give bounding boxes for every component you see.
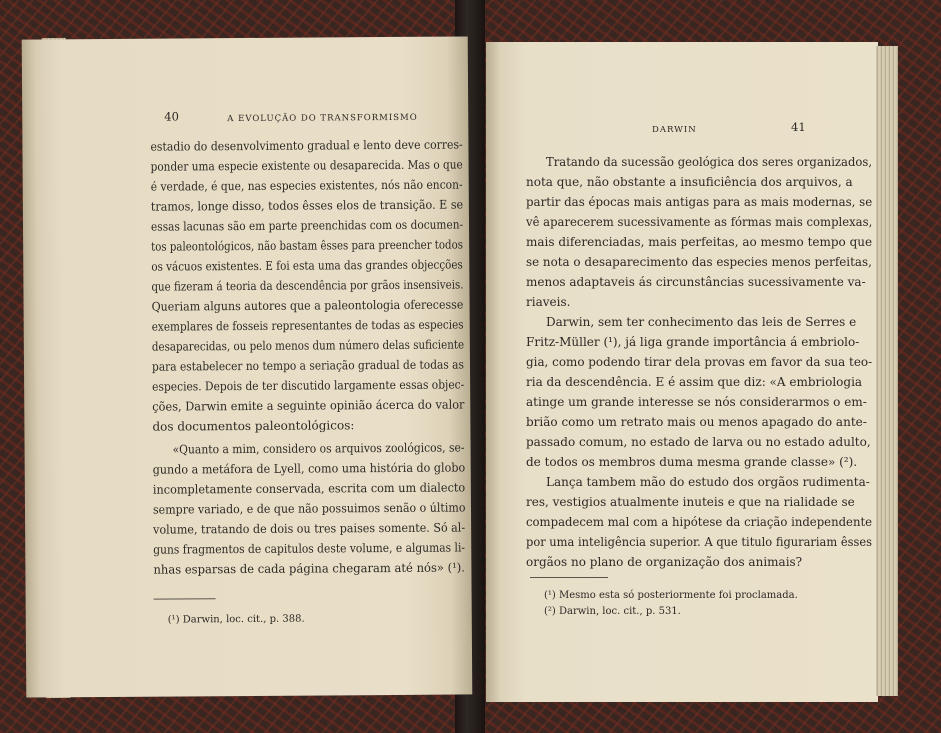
text-line: estadio do desenvolvimento gradual e lento deve corres- (150, 137, 463, 154)
text-line: exemplares de fosseis representantes de todas as especies (151, 317, 464, 334)
text-line: mais diferenciadas, mais perfeitas, ao mesmo tempo que (526, 235, 873, 249)
text-line: tos paleontológicos, não bastam êsses para preencher todos (151, 237, 463, 254)
text-line: que fizeram á teoria da descendência por grãos insensiveis. (151, 277, 464, 294)
footnote: (¹) Mesmo esta só posteriormente foi proclamada. (544, 590, 798, 601)
text-line: de todos os membros duma mesma grande classe» (²). (526, 455, 858, 469)
footnote: (²) Darwin, loc. cit., p. 531. (544, 606, 681, 617)
text-line: especies. Depois de ter discutido largamente essas objec- (152, 377, 465, 394)
text-line: para estabelecer no tempo a seriação gradual de todas as (151, 357, 464, 374)
text-line: nhas esparsas de cada página chegaram até nós» (¹). (153, 560, 465, 577)
right-page-edges (876, 46, 898, 696)
left-page (22, 36, 473, 697)
footnote-rule (154, 598, 216, 599)
footnote: (¹) Darwin, loc. cit., p. 388. (167, 613, 305, 626)
text-line: desaparecidas, ou pelo menos dum número delas suficiente (151, 337, 465, 354)
text-line: volume, tratando de dois ou tres paises somente. Só al- (153, 520, 466, 537)
text-line: tramos, longe disso, todos êsses elos de transição. E se (150, 197, 464, 214)
text-line: ria da descendência. E é assim que diz: «A embriologia (526, 375, 863, 389)
text-line: ponder uma especie existente ou desaparecida. Mas o que (150, 157, 463, 174)
text-line: ções, Darwin emite a seguinte opinião ácerca do valor (152, 397, 465, 414)
text-line: «Quanto a mim, considero os arquivos zoológicos, se- (172, 440, 465, 457)
text-line: compadecem mal com a hipótese da criação independente (526, 515, 873, 529)
text-line: Queriam alguns autores que a paleontologia oferecesse (151, 297, 464, 314)
text-line: res, vestigios atualmente inuteis e que na rialidade se (526, 495, 855, 509)
text-line: riaveis. (526, 295, 571, 309)
text-line: é verdade, é que, nas especies existentes, nós não encon- (150, 177, 463, 194)
page-number-left: 40 (164, 109, 179, 124)
page-number-right: 41 (791, 120, 806, 134)
text-line: passado comum, no estado de larva ou no estado adulto, (526, 435, 871, 449)
text-line: brião como um retrato mais ou menos apagado do ante- (526, 415, 867, 429)
text-line: dos documentos paleontológicos: (152, 418, 355, 434)
text-line: partir das épocas mais antigas para as mais modernas, se (526, 195, 873, 209)
text-line: vê aparecerem sucessivamente as fórmas mais complexas, (526, 215, 873, 229)
text-line: os vácuos existentes. E foi esta uma das grandes objecções (151, 257, 463, 274)
text-line: menos adaptaveis ás circunstâncias sucessivamente va- (526, 275, 866, 289)
text-line: gundo a metáfora de Lyell, como uma história do globo (152, 460, 466, 477)
text-line: Lança tambem mão do estudo dos orgãos rudimenta- (546, 475, 870, 489)
text-line: Fritz-Müller (¹), já liga grande importância á embriolo- (526, 335, 860, 349)
text-line: Tratando da sucessão geológica dos seres organizados, (546, 155, 873, 169)
running-head-right: DARWIN (652, 125, 697, 135)
footnote-rule (530, 577, 608, 578)
text-line: sempre variado, e de que não possuimos senão o último (152, 500, 466, 517)
text-line: gia, como podendo tirar dela provas em favor da sua teo- (526, 355, 873, 369)
text-line: incompletamente conservada, escrita com um dialecto (152, 480, 466, 497)
text-line: por uma inteligência superior. A que titulo figurariam êsses (526, 535, 872, 549)
text-line: se nota o desaparecimento das especies menos perfeitas, (526, 255, 872, 269)
text-line: guns fragmentos de capitulos deste volume, e algumas li- (153, 540, 466, 557)
text-line: essas lacunas são em parte preenchidas com os documen- (150, 217, 464, 234)
right-page (486, 42, 878, 702)
text-line: nota que, não obstante a insuficiência dos arquivos, a (526, 175, 853, 189)
text-line: orgãos no plano de organização dos animais? (526, 555, 803, 569)
running-head-left: A EVOLUÇÃO DO TRANSFORMISMO (227, 112, 418, 125)
text-line: atinge um grande interesse se nós considerarmos o em- (526, 395, 867, 409)
text-line: Darwin, sem ter conhecimento das leis de Serres e (546, 315, 857, 329)
